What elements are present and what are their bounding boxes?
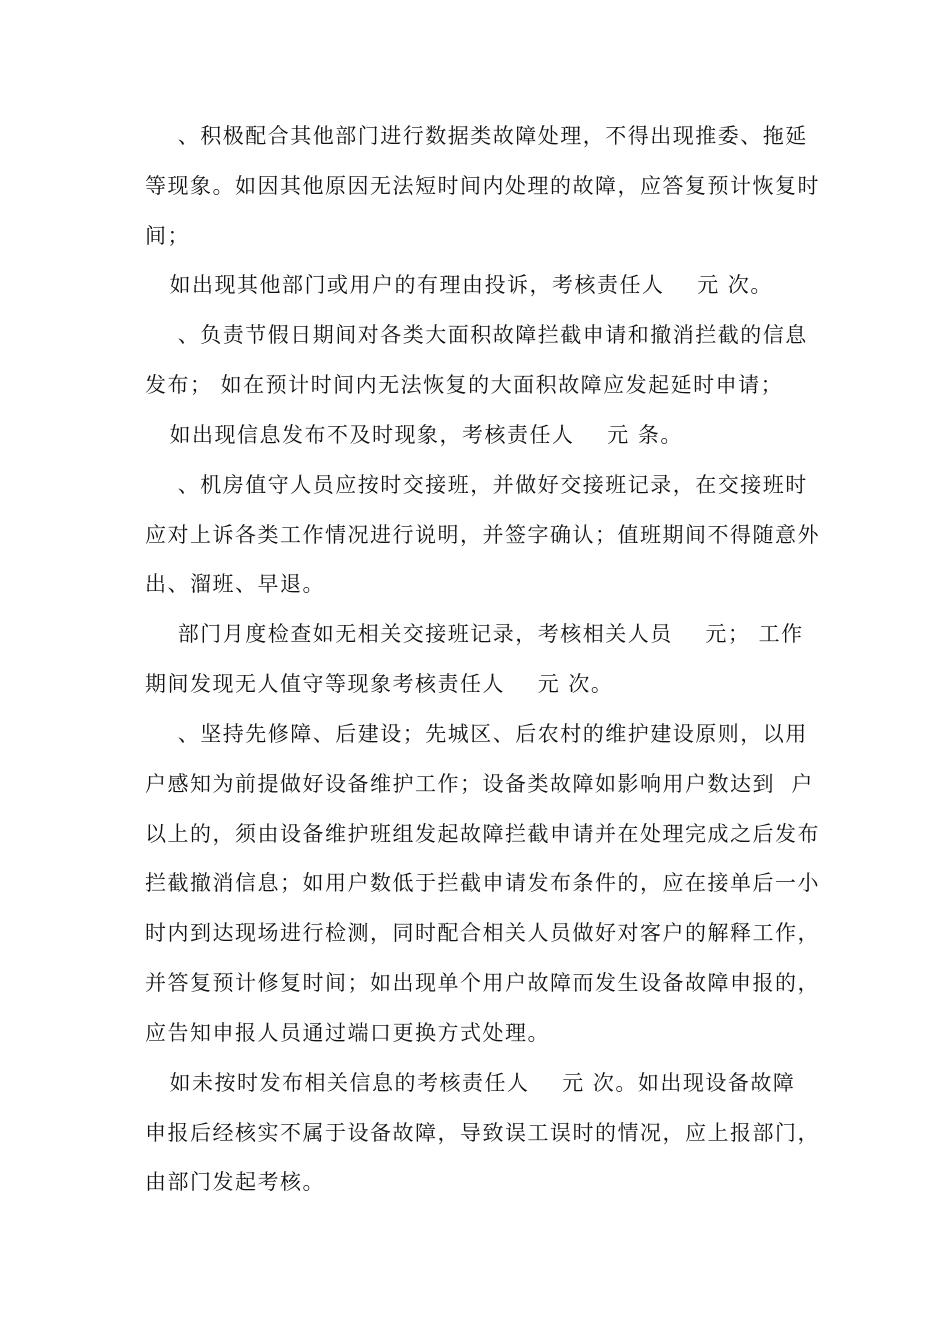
text-line: 、机房值守人员应按时交接班，并做好交接班记录，在交接班时 (145, 473, 808, 497)
text-line: 发布； 如在预计时间内无法恢复的大面积故障应发起延时申请； (145, 373, 784, 397)
text-line: 拦截撤消信息；如用户数低于拦截申请发布条件的，应在接单后一小 (145, 871, 820, 895)
text-line: 间； (145, 224, 190, 248)
text-line: 如出现其他部门或用户的有理由投诉，考核责任人 元 次。 (145, 273, 773, 297)
text-line: 、积极配合其他部门进行数据类故障处理，不得出现推委、拖延 (145, 124, 808, 148)
text-line: 等现象。如因其他原因无法短时间内处理的故障，应答复预计恢复时 (145, 174, 820, 198)
text-line: 部门月度检查如无相关交接班记录，考核相关人员 元； 工作 (145, 622, 804, 646)
text-line: 申报后经核实不属于设备故障，导致误工误时的情况，应上报部门， (145, 1121, 820, 1145)
text-line: 如未按时发布相关信息的考核责任人 元 次。如出现设备故障 (145, 1071, 796, 1095)
text-line: 由部门发起考核。 (145, 1170, 325, 1194)
text-line: 出、溜班、早退。 (145, 572, 325, 596)
text-line: 户感知为前提做好设备维护工作；设备类故障如影响用户数达到 户 (145, 772, 814, 796)
text-line: 如出现信息发布不及时现象，考核责任人 元 条。 (145, 423, 683, 447)
text-line: 时内到达现场进行检测，同时配合相关人员做好对客户的解释工作， (145, 921, 820, 945)
text-line: 以上的，须由设备维护班组发起故障拦截申请并在处理完成之后发布 (145, 822, 820, 846)
text-line: 期间发现无人值守等现象考核责任人 元 次。 (145, 672, 614, 696)
text-line: 并答复预计修复时间；如出现单个用户故障而发生设备故障申报的， (145, 971, 820, 995)
text-line: 应告知申报人员通过端口更换方式处理。 (145, 1021, 550, 1045)
text-line: 、坚持先修障、后建设；先城区、后农村的维护建设原则，以用 (145, 722, 808, 746)
text-line: 、负责节假日期间对各类大面积故障拦截申请和撤消拦截的信息 (145, 323, 808, 347)
text-line: 应对上诉各类工作情况进行说明，并签字确认；值班期间不得随意外 (145, 523, 820, 547)
